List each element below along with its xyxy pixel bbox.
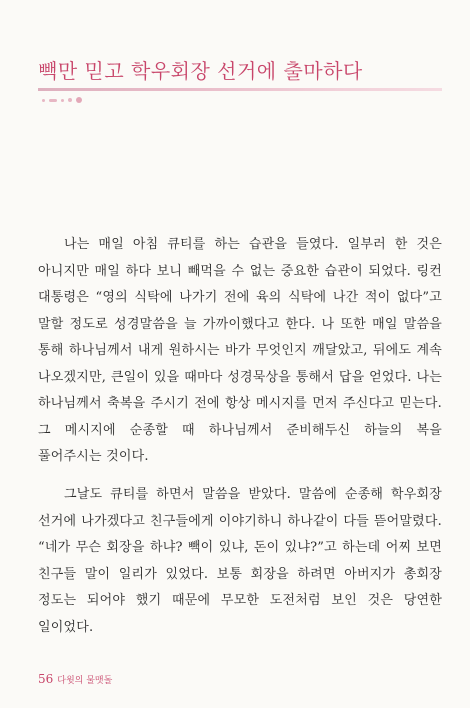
chapter-header <box>38 58 442 84</box>
ornament-dot <box>61 99 64 102</box>
ornament-dot <box>42 99 45 102</box>
ornament-dot <box>68 98 72 102</box>
body-paragraph-2: 그날도 큐티를 하면서 말씀을 받았다. 말씀에 순종해 학우회장 선거에 나가겠다고 친구들에게 이야기하니 하나같이 다들 뜯어말렸다. “네가 무슨 회장을 하냐? 빽이 있냐, 돈이 있냐?”고 하는데 어찌 보면 친구들 말이 일리가 있었다. 보통 회장을 하려면 아버지가 총회장 정도는 되어야 했기 때문에 무모한 도전처럼 보인 것은 당연한 일이었다. <box>38 487 442 635</box>
title-underline <box>38 88 442 91</box>
ornament-dash <box>49 99 57 102</box>
title-ornament <box>42 95 82 105</box>
chapter-title: 빽만 믿고 학우회장 선거에 출마하다 <box>38 59 363 83</box>
body-paragraph-1: 나는 매일 아침 큐티를 하는 습관을 들였다. 일부러 한 것은 아니지만 매일 하다 보니 빼먹을 수 없는 중요한 습관이 되었다. 링컨 대통령은 “영의 식탁에 나가기 전에 육의 식탁에 나간 적이 없다”고 말할 정도로 성경말씀을 늘 가까이했다고 한다. 나 또한 매일 말씀을 통해 하나님께서 내게 원하시는 바가 무엇인지 깨달았고, 뒤에도 계속 나오겠지만, 큰일이 있을 때마다 성경묵상을 통해서 답을 얻었다. 나는 하나님께서 축복을 주시기 전에 항상 메시지를 먼저 주신다고 믿는다. 그 메시지에 순종할 때 하나님께서 준비해두신 하늘의 복을 풀어주시는 것이다. <box>38 237 442 464</box>
ornament-dot <box>76 97 82 103</box>
running-book-title: 다윗의 물맷돌 <box>57 676 113 686</box>
page-footer <box>38 672 112 686</box>
page-number: 56 <box>38 672 54 686</box>
